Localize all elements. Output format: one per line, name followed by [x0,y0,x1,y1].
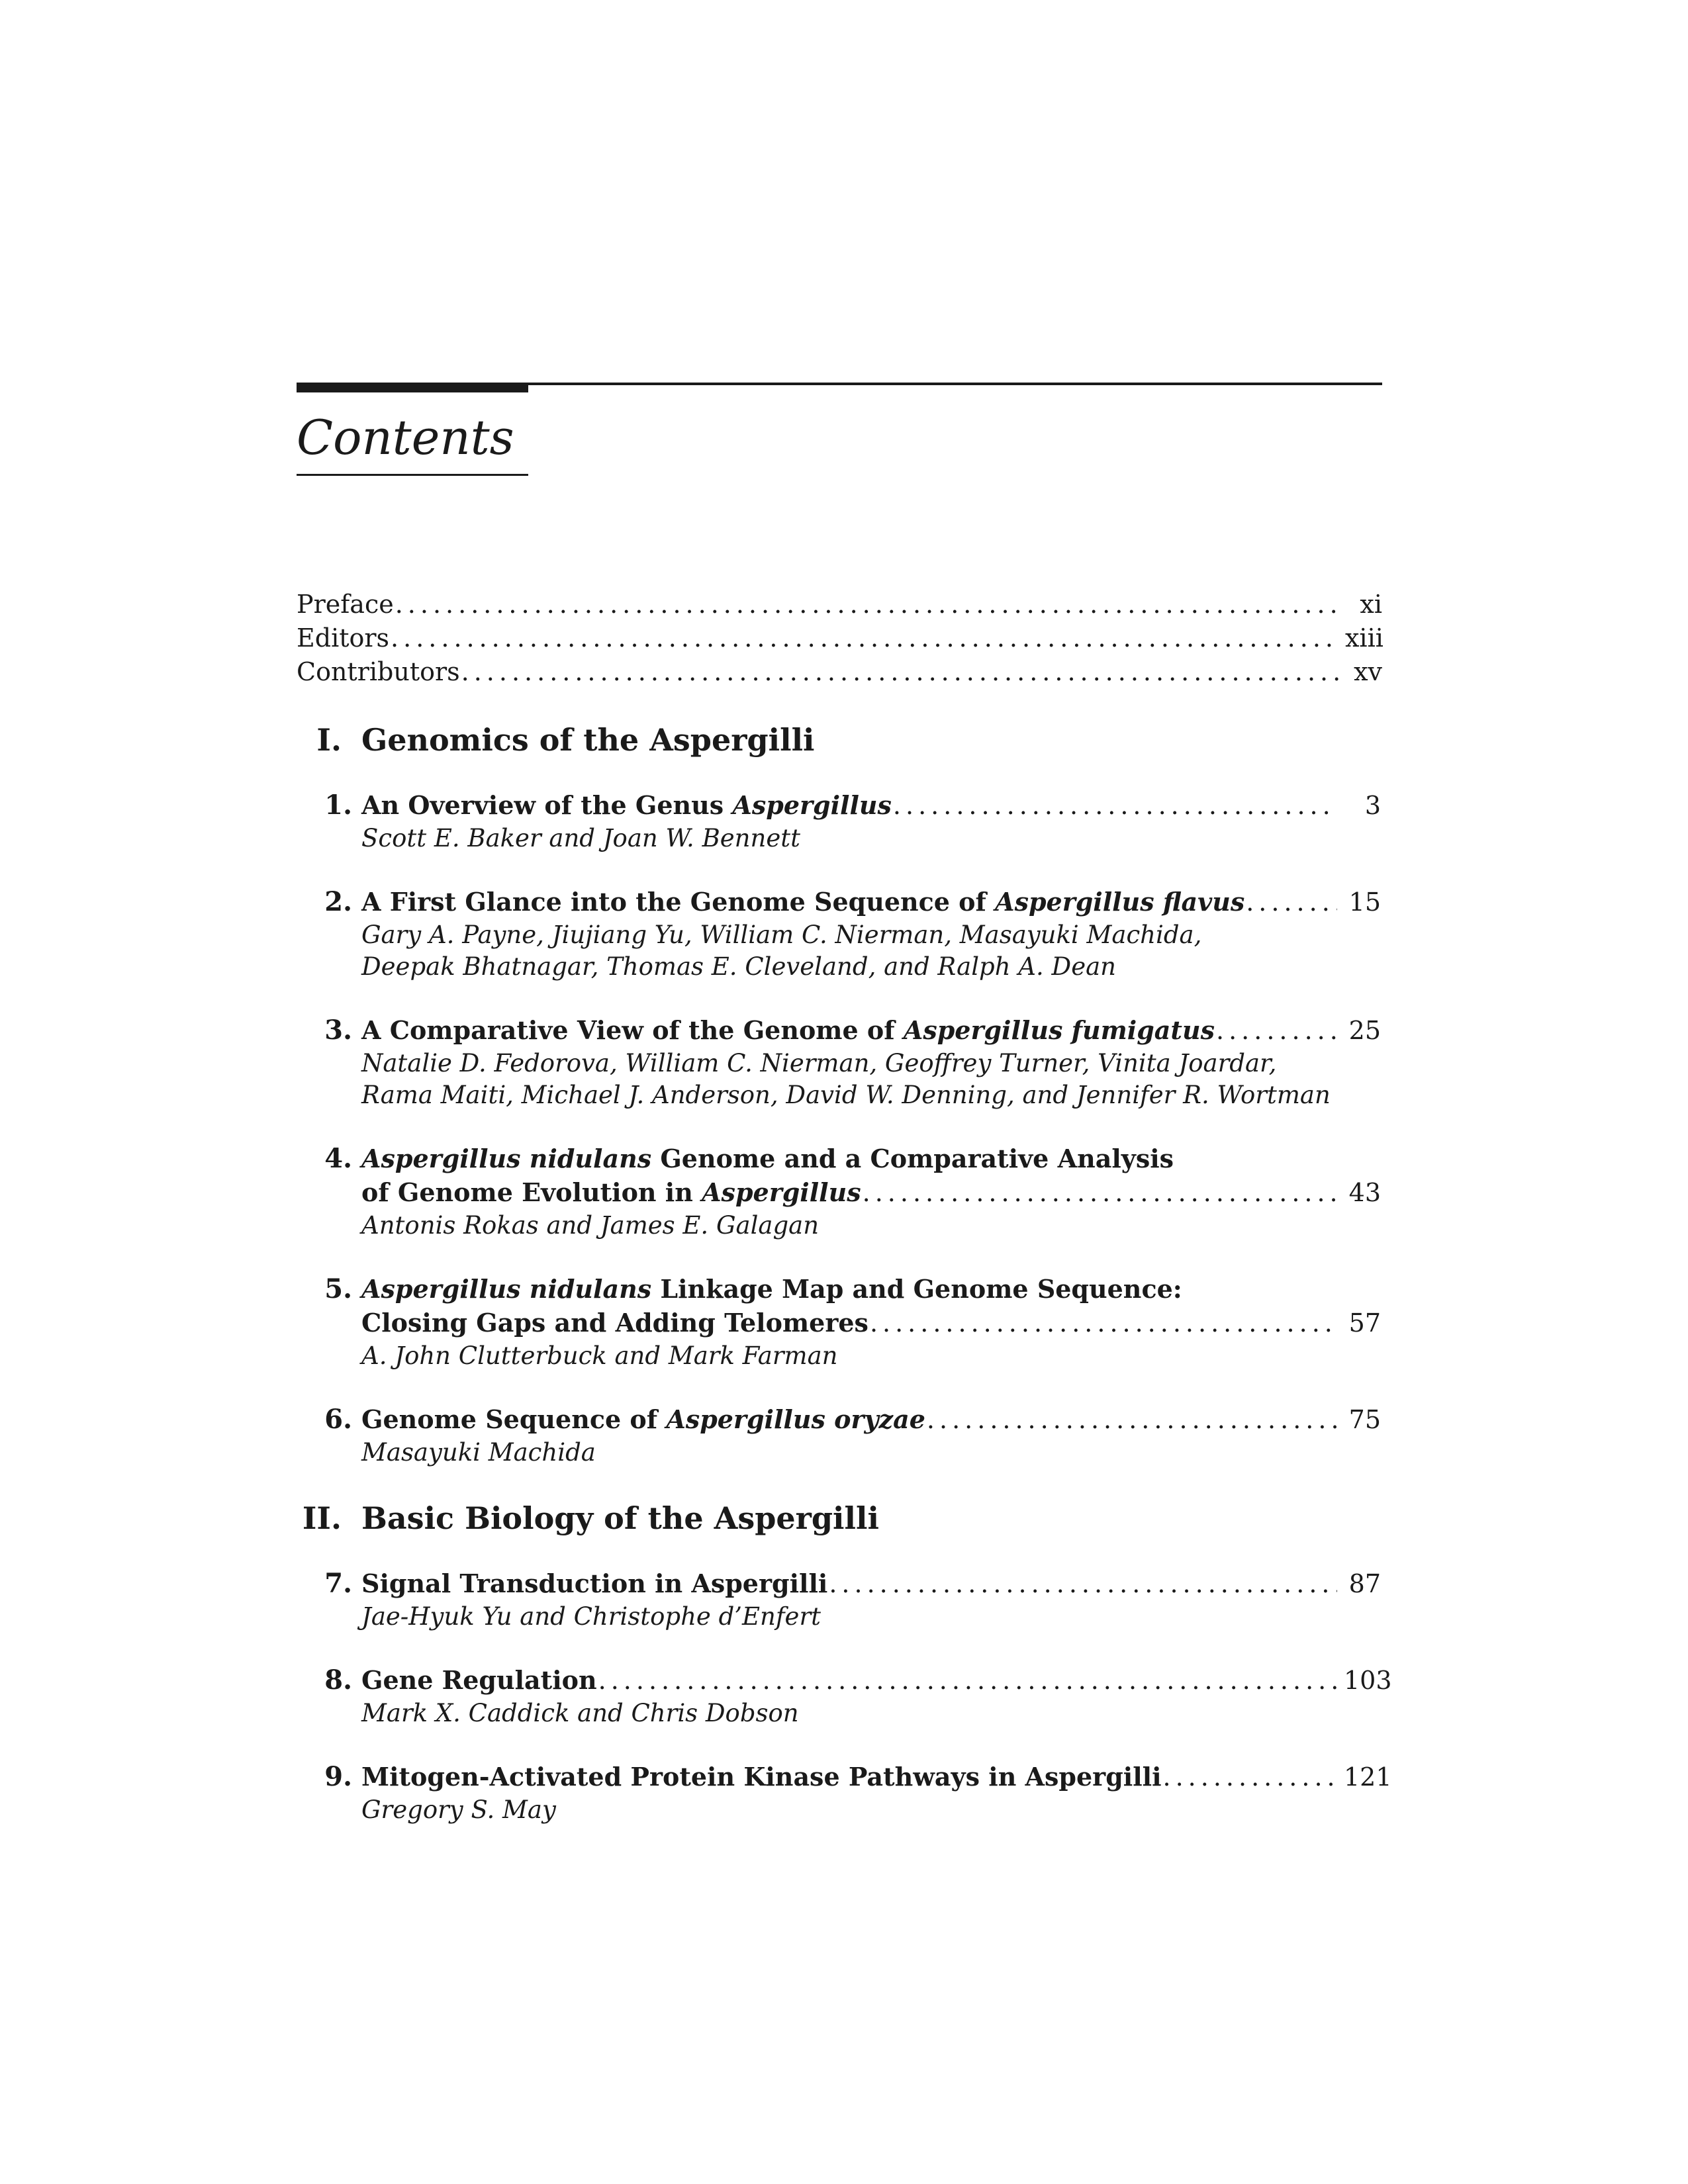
toc-entry-contributors[interactable] [297,655,1382,689]
chapter-entry-7[interactable] [297,1567,1382,1633]
leader-dots [927,1403,1337,1437]
chapter-number: 5. [324,1273,352,1304]
leader-dots [395,588,1338,621]
chapter-entry-1[interactable] [297,788,1382,854]
leader-dots [391,621,1338,655]
toc-entry-editors[interactable] [297,621,1382,655]
chapter-authors: Deepak Bhatnagar, Thomas E. Cleveland, and Ralph A. Dean [361,952,1116,981]
chapter-title-continued: Closing Gaps and Adding Telomeres [361,1308,868,1338]
toc-page-number: 75 [1348,1405,1381,1434]
part-heading-2[interactable] [297,1499,1382,1537]
chapter-authors: A. John Clutterbuck and Mark Farman [361,1342,838,1370]
chapter-authors: Natalie D. Fedorova, William C. Nierman, Geoffrey Turner, Vinita Joardar, [361,1049,1277,1077]
header-rule-accent [297,383,528,392]
chapter-authors: Masayuki Machida [361,1438,596,1467]
toc-page-number: 87 [1348,1569,1381,1598]
chapter-entry-8[interactable] [297,1663,1392,1729]
toc-page-number: 15 [1348,887,1381,917]
part-number: II. [302,1500,342,1536]
chapter-authors: Mark X. Caddick and Chris Dobson [361,1699,799,1727]
chapter-authors: Antonis Rokas and James E. Galagan [361,1211,820,1240]
toc-page-number: 103 [1344,1666,1392,1695]
toc-page-number: xi [1360,590,1382,619]
chapter-entry-4[interactable] [297,1142,1382,1242]
chapter-entry-6[interactable] [297,1402,1382,1469]
chapter-title: Mitogen-Activated Protein Kinase Pathways in Aspergilli [361,1762,1162,1792]
table-of-contents [297,588,1392,1856]
chapter-title: Genome Sequence of Aspergillus oryzae [361,1404,925,1434]
toc-entry-label: Contributors [297,657,460,686]
toc-entry-preface[interactable] [297,588,1382,621]
part-title: Genomics of the Aspergilli [361,722,815,758]
chapter-authors: Gregory S. May [361,1796,556,1824]
chapter-number: 7. [324,1568,352,1599]
chapter-entry-2[interactable] [297,885,1382,983]
chapter-number: 2. [324,886,352,917]
leader-dots [1216,1014,1337,1048]
leader-dots [870,1306,1337,1340]
part-title: Basic Biology of the Aspergilli [361,1500,879,1536]
toc-page-number: xiii [1345,623,1383,653]
chapter-title: A First Glance into the Genome Sequence of Aspergillus flavus [361,887,1245,917]
leader-dots [1163,1760,1337,1794]
chapter-authors: Rama Maiti, Michael J. Anderson, David W. Denning, and Jennifer R. Wortman [361,1081,1331,1109]
toc-page-number: 121 [1344,1762,1392,1792]
title-underline [297,474,528,476]
chapter-entry-5[interactable] [297,1272,1382,1372]
chapter-title: Signal Transduction in Aspergilli [361,1569,828,1598]
toc-entry-label: Preface [297,590,394,619]
toc-page-number: 57 [1348,1308,1381,1338]
part-number: I. [316,722,342,758]
chapter-authors: Scott E. Baker and Joan W. Bennett [361,824,800,852]
part-heading-1[interactable] [297,721,1382,759]
chapter-title: An Overview of the Genus Aspergillus [361,790,892,820]
chapter-number: 4. [324,1143,352,1174]
chapter-number: 9. [324,1761,352,1792]
chapter-number: 1. [324,790,352,821]
chapter-title-continued: of Genome Evolution in Aspergillus [361,1177,861,1207]
toc-entry-label: Editors [297,623,390,653]
page-title: Contents [297,410,514,465]
toc-page-number: xv [1354,657,1382,686]
chapter-number: 6. [324,1404,352,1435]
leader-dots [1246,886,1337,919]
front-matter [297,588,1382,689]
chapter-authors: Gary A. Payne, Jiujiang Yu, William C. Nierman, Masayuki Machida, [361,921,1202,949]
toc-page-number: 25 [1348,1016,1381,1045]
chapter-title: Aspergillus nidulans Genome and a Comparative Analysis [361,1144,1174,1173]
leader-dots [863,1176,1337,1210]
chapter-entry-9[interactable] [297,1760,1392,1826]
leader-dots [893,789,1337,823]
toc-page-number: 3 [1364,791,1381,820]
chapter-number: 3. [324,1015,352,1046]
leader-dots [829,1567,1337,1601]
chapter-title: A Comparative View of the Genome of Aspergillus fumigatus [361,1015,1215,1045]
chapter-title: Gene Regulation [361,1665,597,1695]
chapter-authors: Jae-Hyuk Yu and Christophe d’Enfert [361,1602,821,1631]
leader-dots [461,655,1338,689]
chapter-title: Aspergillus nidulans Linkage Map and Genome Sequence: [361,1274,1182,1304]
chapter-entry-3[interactable] [297,1013,1382,1111]
chapter-number: 8. [324,1664,352,1696]
toc-page-number: 43 [1348,1178,1381,1207]
leader-dots [598,1664,1337,1698]
